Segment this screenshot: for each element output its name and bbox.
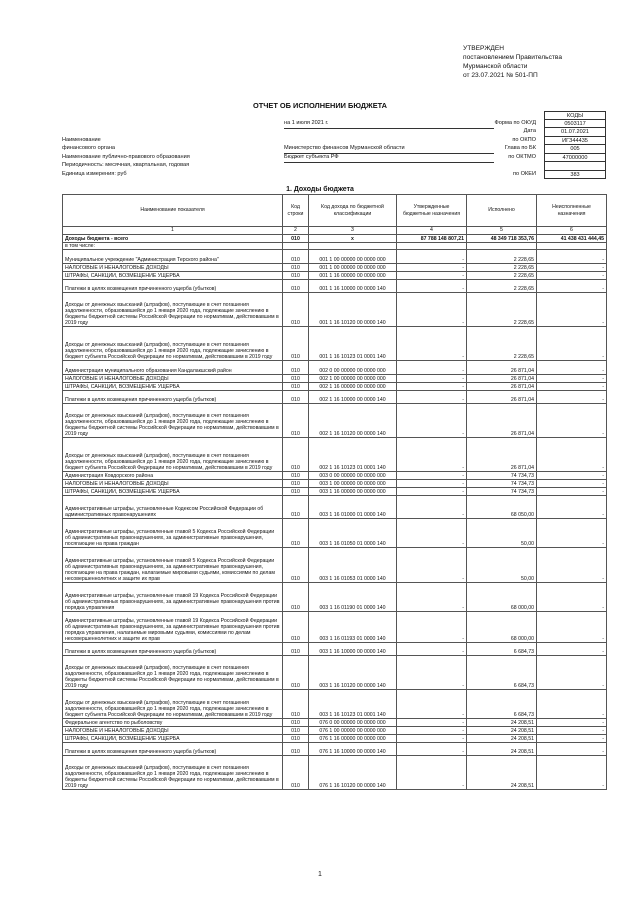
executed-amount-cell: 24 208,51	[467, 756, 537, 790]
header-value: Бюджет субъекта РФ	[284, 153, 339, 160]
line-code-cell: 010	[283, 719, 309, 727]
executed-amount-cell: 26 871,04	[467, 404, 537, 438]
indicator-name-cell: Доходы от денежных взысканий (штрафов), поступающие в счет погашения задолженности, образовавшейся до 1 января 2020 года, подлежащие зачислению в бюджет субъекта Российской Федерации по нормативам, действовавшим в 2019 году	[63, 438, 283, 472]
indicator-name-cell: Платежи в целях возмещения причиненного ущерба (убытков)	[63, 280, 283, 293]
executed-amount-cell: 6 684,73	[467, 643, 537, 656]
revenue-code-cell: 001 1 16 10000 00 0000 140	[309, 280, 397, 293]
revenue-code-cell: 003 1 16 01050 01 0000 140	[309, 519, 397, 548]
executed-amount-cell: 48 349 718 353,76	[467, 235, 537, 243]
header-code-label: Глава по БК	[504, 145, 536, 151]
approved-amount-cell: -	[397, 272, 467, 280]
revenue-code-cell: 076 1 16 10120 00 0000 140	[309, 756, 397, 790]
revenue-table	[62, 194, 607, 790]
revenue-code-cell: 003 1 16 01053 01 0000 140	[309, 548, 397, 583]
column-number: 4	[397, 227, 467, 235]
column-number: 3	[309, 227, 397, 235]
header-code-label: по ОКПО	[512, 136, 536, 143]
remaining-amount-cell	[537, 243, 607, 250]
column-header: Утвержденные бюджетные назначения	[397, 195, 467, 227]
line-code-cell: 010	[283, 583, 309, 612]
approval-line: Мурманской области	[463, 63, 528, 70]
revenue-code-cell: 076 1 16 10000 00 0000 140	[309, 743, 397, 756]
revenue-code-cell: 003 1 16 10123 01 0001 140	[309, 690, 397, 719]
line-code-cell: 010	[283, 643, 309, 656]
indicator-name-cell: Федеральное агентство по рыболовству	[63, 719, 283, 727]
header-label: Единица измерения: руб	[62, 170, 127, 177]
indicator-name-cell: ШТРАФЫ, САНКЦИИ, ВОЗМЕЩЕНИЕ УЩЕРБА	[63, 383, 283, 391]
approved-amount-cell: -	[397, 488, 467, 496]
executed-amount-cell: 24 208,51	[467, 743, 537, 756]
approved-amount-cell: -	[397, 383, 467, 391]
codes-header: КОДЫ	[544, 111, 606, 120]
executed-amount-cell: 2 228,65	[467, 293, 537, 327]
remaining-amount-cell: -	[537, 488, 607, 496]
revenue-code-cell: 076 0 00 00000 00 0000 000	[309, 719, 397, 727]
approved-amount-cell: 87 788 148 807,21	[397, 235, 467, 243]
revenue-code-cell: 003 1 16 01190 01 0000 140	[309, 583, 397, 612]
header-row	[62, 171, 606, 180]
table-row	[63, 361, 607, 375]
executed-amount-cell: 26 871,04	[467, 438, 537, 472]
line-code-cell: 010	[283, 743, 309, 756]
report-header	[62, 111, 606, 186]
indicator-name-cell: Административные штрафы, установленные главой 19 Кодекса Российской Федерации об административных правонарушениях, за административные правонарушения против порядка управления, налагаемые мировыми судьями, комиссиями по делам несовершеннолетних и защите их прав	[63, 612, 283, 643]
column-number-row	[63, 227, 607, 235]
approved-amount-cell: -	[397, 656, 467, 690]
line-code-cell: 010	[283, 519, 309, 548]
line-code-cell: 010	[283, 264, 309, 272]
executed-amount-cell: 68 050,00	[467, 496, 537, 519]
remaining-amount-cell: -	[537, 690, 607, 719]
indicator-name-cell: Административные штрафы, установленные главой 5 Кодекса Российской Федерации об административных правонарушениях, за административные правонарушения, посягающие на права граждан, налагаемые мировыми судьями, комиссиями по делам несовершеннолетних и защите их прав	[63, 548, 283, 583]
table-row	[63, 375, 607, 383]
header-code: 01.07.2021	[544, 128, 606, 137]
header-value: на 1 июля 2021 г.	[284, 119, 329, 126]
line-code-cell: 010	[283, 404, 309, 438]
table-row	[63, 612, 607, 643]
line-code-cell: 010	[283, 280, 309, 293]
remaining-amount-cell: -	[537, 383, 607, 391]
indicator-name-cell: Доходы от денежных взысканий (штрафов), поступающие в счет погашения задолженности, образовавшейся до 1 января 2020 года, подлежащие зачислению в бюджеты бюджетной системы Российской Федерации по нормативам, действовавшим в 2019 году	[63, 404, 283, 438]
line-code-cell: 010	[283, 480, 309, 488]
remaining-amount-cell: -	[537, 391, 607, 404]
revenue-code-cell: 002 1 00 00000 00 0000 000	[309, 375, 397, 383]
table-row	[63, 727, 607, 735]
line-code-cell: 010	[283, 391, 309, 404]
header-code: 0503117	[544, 120, 606, 129]
approved-amount-cell: -	[397, 280, 467, 293]
revenue-code-cell: 001 1 16 10123 01 0001 140	[309, 327, 397, 361]
executed-amount-cell: 26 871,04	[467, 383, 537, 391]
remaining-amount-cell: -	[537, 404, 607, 438]
header-value: Министерство финансов Мурманской области	[284, 145, 405, 151]
approved-amount-cell: -	[397, 264, 467, 272]
executed-amount-cell: 24 208,51	[467, 719, 537, 727]
approval-stamp	[463, 44, 562, 80]
executed-amount-cell: 68 000,00	[467, 612, 537, 643]
header-row	[62, 154, 606, 163]
executed-amount-cell: 50,00	[467, 519, 537, 548]
executed-amount-cell: 2 228,65	[467, 272, 537, 280]
approved-amount-cell: -	[397, 293, 467, 327]
header-row	[62, 128, 606, 137]
line-code-cell: 010	[283, 293, 309, 327]
remaining-amount-cell: -	[537, 519, 607, 548]
approved-amount-cell: -	[397, 496, 467, 519]
table-row	[63, 327, 607, 361]
approved-amount-cell: -	[397, 690, 467, 719]
indicator-name-cell: Доходы от денежных взысканий (штрафов), поступающие в счет погашения задолженности, образовавшейся до 1 января 2020 года, подлежащие зачислению в бюджеты бюджетной системы Российской Федерации по нормативам, действовавшим в 2019 году	[63, 756, 283, 790]
executed-amount-cell: 50,00	[467, 548, 537, 583]
line-code-cell: 010	[283, 383, 309, 391]
line-code-cell: 010	[283, 375, 309, 383]
executed-amount-cell: 24 208,51	[467, 727, 537, 735]
line-code-cell: 010	[283, 735, 309, 743]
executed-amount-cell: 2 228,65	[467, 250, 537, 264]
indicator-name-cell: Административные штрафы, установленные главой 5 Кодекса Российской Федерации об административных правонарушениях, за административные правонарушения, посягающие на права граждан	[63, 519, 283, 548]
revenue-code-cell: 002 1 16 00000 00 0000 000	[309, 383, 397, 391]
header-row	[62, 120, 606, 129]
line-code-cell: 010	[283, 361, 309, 375]
approved-amount-cell: -	[397, 719, 467, 727]
indicator-name-cell: Администрация Ковдорского района	[63, 472, 283, 480]
approved-amount-cell: -	[397, 756, 467, 790]
approved-amount-cell: -	[397, 250, 467, 264]
executed-amount-cell: 24 208,51	[467, 735, 537, 743]
approved-amount-cell: -	[397, 327, 467, 361]
header-code: 383	[544, 171, 606, 180]
remaining-amount-cell: -	[537, 361, 607, 375]
indicator-name-cell: Платежи в целях возмещения причиненного ущерба (убытков)	[63, 643, 283, 656]
column-header: Наименование показателя	[63, 195, 283, 227]
table-row	[63, 519, 607, 548]
executed-amount-cell: 6 684,73	[467, 656, 537, 690]
indicator-name-cell: Доходы от денежных взысканий (штрафов), поступающие в счет погашения задолженности, образовавшейся до 1 января 2020 года, подлежащие зачислению в бюджеты бюджетной системы Российской Федерации по нормативам, действовавшим в 2019 году	[63, 293, 283, 327]
table-row	[63, 735, 607, 743]
line-code-cell: 010	[283, 250, 309, 264]
line-code-cell: 010	[283, 727, 309, 735]
indicator-name-cell: НАЛОГОВЫЕ И НЕНАЛОГОВЫЕ ДОХОДЫ	[63, 264, 283, 272]
executed-amount-cell: 26 871,04	[467, 391, 537, 404]
approved-amount-cell: -	[397, 472, 467, 480]
executed-amount-cell: 74 734,73	[467, 472, 537, 480]
revenue-code-cell: 003 1 16 10120 00 0000 140	[309, 656, 397, 690]
revenue-code-cell: 001 1 16 00000 00 0000 000	[309, 272, 397, 280]
remaining-amount-cell: -	[537, 480, 607, 488]
remaining-amount-cell: -	[537, 643, 607, 656]
indicator-name-cell: в том числе:	[63, 243, 283, 250]
revenue-code-cell: 003 1 16 00000 00 0000 000	[309, 488, 397, 496]
revenue-code-cell: 002 1 16 10000 00 0000 140	[309, 391, 397, 404]
header-row	[62, 162, 606, 171]
line-code-cell: 010	[283, 690, 309, 719]
approved-amount-cell: -	[397, 480, 467, 488]
executed-amount-cell: 26 871,04	[467, 375, 537, 383]
approved-amount-cell	[397, 243, 467, 250]
executed-amount-cell	[467, 243, 537, 250]
approved-amount-cell: -	[397, 735, 467, 743]
remaining-amount-cell: -	[537, 548, 607, 583]
revenue-code-cell: 002 0 00 00000 00 0000 000	[309, 361, 397, 375]
header-label: Наименование	[62, 136, 101, 143]
approved-amount-cell: -	[397, 727, 467, 735]
approved-amount-cell: -	[397, 743, 467, 756]
remaining-amount-cell: -	[537, 735, 607, 743]
header-label: Наименование публично-правового образования	[62, 153, 190, 160]
executed-amount-cell: 6 684,73	[467, 690, 537, 719]
table-row	[63, 438, 607, 472]
table-row	[63, 643, 607, 656]
revenue-code-cell: 003 1 16 01193 01 0000 140	[309, 612, 397, 643]
table-row	[63, 250, 607, 264]
header-code-label: по ОКЕИ	[512, 170, 536, 177]
table-row	[63, 264, 607, 272]
remaining-amount-cell: -	[537, 743, 607, 756]
remaining-amount-cell: -	[537, 293, 607, 327]
revenue-code-cell: 003 0 00 00000 00 0000 000	[309, 472, 397, 480]
table-row	[63, 272, 607, 280]
document-title: ОТЧЕТ ОБ ИСПОЛНЕНИИ БЮДЖЕТА	[252, 101, 388, 110]
line-code-cell: 010	[283, 438, 309, 472]
executed-amount-cell: 2 228,65	[467, 264, 537, 272]
approval-line: постановлением Правительства	[463, 54, 563, 61]
remaining-amount-cell: -	[537, 280, 607, 293]
table-row	[63, 488, 607, 496]
header-label: финансового органа	[62, 145, 116, 151]
section-title: 1. Доходы бюджета	[286, 186, 354, 193]
table-header-row	[63, 195, 607, 227]
indicator-name-cell: НАЛОГОВЫЕ И НЕНАЛОГОВЫЕ ДОХОДЫ	[63, 480, 283, 488]
column-number: 1	[63, 227, 283, 235]
column-header: Неисполненные назначения	[537, 195, 607, 227]
approved-amount-cell: -	[397, 643, 467, 656]
approval-line: от 23.07.2021 № 501-ПП	[463, 72, 538, 79]
table-row	[63, 548, 607, 583]
column-number: 2	[283, 227, 309, 235]
remaining-amount-cell: -	[537, 612, 607, 643]
indicator-name-cell: Администрация муниципального образования Кандалакшский район	[63, 361, 283, 375]
revenue-code-cell: 076 1 00 00000 00 0000 000	[309, 727, 397, 735]
indicator-name-cell: НАЛОГОВЫЕ И НЕНАЛОГОВЫЕ ДОХОДЫ	[63, 727, 283, 735]
approved-amount-cell: -	[397, 612, 467, 643]
line-code-cell: 010	[283, 756, 309, 790]
approved-amount-cell: -	[397, 391, 467, 404]
remaining-amount-cell: 41 438 431 444,45	[537, 235, 607, 243]
table-row	[63, 391, 607, 404]
executed-amount-cell: 74 734,73	[467, 480, 537, 488]
executed-amount-cell: 26 871,04	[467, 361, 537, 375]
revenue-code-cell: 002 1 16 10123 01 0001 140	[309, 438, 397, 472]
approval-line: УТВЕРЖДЕН	[463, 45, 505, 52]
line-code-cell: 010	[283, 235, 309, 243]
table-row	[63, 743, 607, 756]
header-code	[544, 162, 606, 171]
column-header: Код дохода по бюджетной классификации	[309, 195, 397, 227]
remaining-amount-cell: -	[537, 496, 607, 519]
header-label: Периодичность: месячная, квартальная, годовая	[62, 162, 190, 168]
line-code-cell: 010	[283, 472, 309, 480]
remaining-amount-cell: -	[537, 327, 607, 361]
column-number: 5	[467, 227, 537, 235]
revenue-code-cell: 076 1 16 00000 00 0000 000	[309, 735, 397, 743]
table-row	[63, 690, 607, 719]
remaining-amount-cell: -	[537, 472, 607, 480]
indicator-name-cell: ШТРАФЫ, САНКЦИИ, ВОЗМЕЩЕНИЕ УЩЕРБА	[63, 735, 283, 743]
table-row	[63, 496, 607, 519]
table-row	[63, 404, 607, 438]
approved-amount-cell: -	[397, 404, 467, 438]
indicator-name-cell: Доходы от денежных взысканий (штрафов), поступающие в счет погашения задолженности, образовавшейся до 1 января 2020 года, подлежащие зачислению в бюджет субъекта Российской Федерации по нормативам, действовавшим в 2019 году	[63, 327, 283, 361]
table-row	[63, 280, 607, 293]
table-row	[63, 656, 607, 690]
indicator-name-cell: Доходы бюджета - всего	[63, 235, 283, 243]
table-row	[63, 480, 607, 488]
revenue-code-cell: 001 1 00 00000 00 0000 000	[309, 250, 397, 264]
approved-amount-cell: -	[397, 583, 467, 612]
table-row	[63, 719, 607, 727]
header-code-label: по ОКТМО	[508, 153, 536, 160]
line-code-cell: 010	[283, 612, 309, 643]
line-code-cell: 010	[283, 656, 309, 690]
remaining-amount-cell: -	[537, 375, 607, 383]
table-row	[63, 383, 607, 391]
approved-amount-cell: -	[397, 375, 467, 383]
table-row	[63, 756, 607, 790]
indicator-name-cell: Муниципальное учреждение "Администрация Терского района"	[63, 250, 283, 264]
revenue-code-cell	[309, 243, 397, 250]
remaining-amount-cell: -	[537, 272, 607, 280]
remaining-amount-cell: -	[537, 264, 607, 272]
line-code-cell: 010	[283, 272, 309, 280]
remaining-amount-cell: -	[537, 756, 607, 790]
indicator-name-cell: ШТРАФЫ, САНКЦИИ, ВОЗМЕЩЕНИЕ УЩЕРБА	[63, 272, 283, 280]
executed-amount-cell: 74 734,73	[467, 488, 537, 496]
line-code-cell: 010	[283, 327, 309, 361]
revenue-code-cell: 003 1 00 00000 00 0000 000	[309, 480, 397, 488]
indicator-name-cell: Доходы от денежных взысканий (штрафов), поступающие в счет погашения задолженности, образовавшейся до 1 января 2020 года, подлежащие зачислению в бюджет субъекта Российской Федерации по нормативам, действовавшим в 2019 году	[63, 690, 283, 719]
remaining-amount-cell: -	[537, 250, 607, 264]
revenue-code-cell: 001 1 16 10120 00 0000 140	[309, 293, 397, 327]
header-code: 005	[544, 145, 606, 154]
table-row	[63, 235, 607, 243]
table-row	[63, 583, 607, 612]
remaining-amount-cell: -	[537, 727, 607, 735]
header-row	[62, 145, 606, 154]
remaining-amount-cell: -	[537, 438, 607, 472]
table-row	[63, 472, 607, 480]
indicator-name-cell: Платежи в целях возмещения причиненного ущерба (убытков)	[63, 391, 283, 404]
indicator-name-cell: Платежи в целях возмещения причиненного ущерба (убытков)	[63, 743, 283, 756]
indicator-name-cell: Административные штрафы, установленные главой 19 Кодекса Российской Федерации об административных правонарушениях, за административные правонарушения против порядка управления	[63, 583, 283, 612]
approved-amount-cell: -	[397, 548, 467, 583]
executed-amount-cell: 2 228,65	[467, 280, 537, 293]
header-code: ИГЗ44435	[544, 137, 606, 146]
page-number: 1	[318, 871, 322, 878]
approved-amount-cell: -	[397, 438, 467, 472]
column-header: Код строки	[283, 195, 309, 227]
revenue-code-cell: 003 1 16 10000 00 0000 140	[309, 643, 397, 656]
revenue-code-cell: 001 1 00 00000 00 0000 000	[309, 264, 397, 272]
revenue-code-cell: x	[309, 235, 397, 243]
remaining-amount-cell: -	[537, 719, 607, 727]
remaining-amount-cell: -	[537, 583, 607, 612]
indicator-name-cell: ШТРАФЫ, САНКЦИИ, ВОЗМЕЩЕНИЕ УЩЕРБА	[63, 488, 283, 496]
indicator-name-cell: Доходы от денежных взысканий (штрафов), поступающие в счет погашения задолженности, образовавшейся до 1 января 2020 года, подлежащие зачислению в бюджеты бюджетной системы Российской Федерации по нормативам, действовавшим в 2019 году	[63, 656, 283, 690]
indicator-name-cell: Административные штрафы, установленные Кодексом Российской Федерации об административных правонарушениях	[63, 496, 283, 519]
header-code-label: Дата	[523, 128, 536, 134]
line-code-cell	[283, 243, 309, 250]
line-code-cell: 010	[283, 496, 309, 519]
line-code-cell: 010	[283, 488, 309, 496]
executed-amount-cell: 68 000,00	[467, 583, 537, 612]
revenue-code-cell: 002 1 16 10120 00 0000 140	[309, 404, 397, 438]
approved-amount-cell: -	[397, 361, 467, 375]
table-row	[63, 243, 607, 250]
line-code-cell: 010	[283, 548, 309, 583]
table-row	[63, 293, 607, 327]
approved-amount-cell: -	[397, 519, 467, 548]
header-code: 47000000	[544, 154, 606, 163]
column-number: 6	[537, 227, 607, 235]
header-row	[62, 137, 606, 146]
column-header: Исполнено	[467, 195, 537, 227]
indicator-name-cell: НАЛОГОВЫЕ И НЕНАЛОГОВЫЕ ДОХОДЫ	[63, 375, 283, 383]
remaining-amount-cell: -	[537, 656, 607, 690]
executed-amount-cell: 2 228,65	[467, 327, 537, 361]
header-code-label: Форма по ОКУД	[494, 119, 536, 126]
revenue-code-cell: 003 1 16 01000 01 0000 140	[309, 496, 397, 519]
